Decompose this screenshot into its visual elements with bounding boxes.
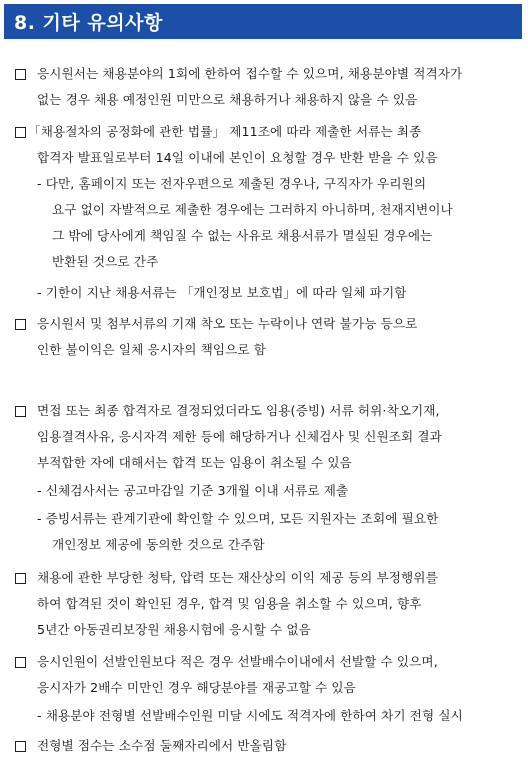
item-4-line-1: 면접 또는 최종 합격자로 결정되었더라도 임용(증빙) 서류 허위·착오기재, [37,403,440,418]
checkbox-bullet [15,406,26,417]
item-4-line-2: 임용결격사유, 응시자격 제한 등에 해당하거나 신체검사 및 신원조회 결과 [37,429,442,444]
checkbox-bullet [15,573,26,584]
item-1-line-2: 없는 경우 채용 예정인원 미만으로 채용하거나 채용하지 않을 수 있음 [37,92,418,107]
subitem-4-line-1: - 증빙서류는 관계기관에 확인할 수 있으며, 모든 지원자는 조회에 필요한 [37,511,439,526]
item-1-line-1: 응시원서는 채용분야의 1회에 한하여 접수할 수 있으며, 채용분야별 적격자가 [37,66,463,81]
subitem-1-line-4: 반환된 것으로 간주 [52,254,159,269]
section-title: 8. 기타 유의사항 [14,12,163,34]
checkbox-bullet [15,741,26,752]
subitem-5-line-1: - 채용분야 전형별 선발배수인원 미달 시에도 적격자에 한하여 차기 전형 실시 [37,708,463,723]
item-5-line-2: 하여 합격된 것이 확인된 경우, 합격 및 임용을 취소할 수 있으며, 향후 [37,596,422,611]
checkbox-bullet [15,319,26,330]
item-6-line-2: 응시자가 2배수 미만인 경우 해당분야를 재공고할 수 있음 [37,680,356,695]
item-5-line-3: 5년간 아동권리보장원 채용시험에 응시할 수 없음 [37,622,311,637]
subitem-2-line-1: - 기한이 지난 채용서류는 「개인정보 보호법」에 따라 일체 파기함 [37,285,407,300]
subitem-1-line-3: 그 밖에 당사에게 책임질 수 없는 사유로 채용서류가 멸실된 경우에는 [52,228,433,243]
item-4-line-3: 부적합한 자에 대해서는 합격 또는 임용이 취소될 수 있음 [37,455,352,470]
item-2-line-2: 합격자 발표일로부터 14일 이내에 본인이 요청할 경우 반환 받을 수 있음 [37,150,438,165]
item-5-line-1: 채용에 관한 부당한 청탁, 압력 또는 재산상의 이익 제공 등의 부정행위를 [37,570,438,585]
item-2-line-1: 「채용절차의 공정화에 관한 법률」 제11조에 따라 제출한 서류는 최종 [28,124,422,139]
subitem-1-line-1: - 다만, 홈페이지 또는 전자우편으로 제출된 경우나, 구직자가 우리원의 [37,176,427,191]
subitem-4-line-2: 개인정보 제공에 동의한 것으로 간주함 [52,537,265,552]
item-3-line-1: 응시원서 및 첨부서류의 기재 착오 또는 누락이나 연락 불가능 등으로 [37,316,418,331]
checkbox-bullet [15,127,26,138]
item-7-line-1: 전형별 점수는 소수점 둘째자리에서 반올림함 [37,738,287,753]
subitem-1-line-2: 요구 없이 자발적으로 제출한 경우에는 그러하지 아니하며, 천재지변이나 [52,202,453,217]
checkbox-bullet [15,657,26,668]
subitem-3-line-1: - 신체검사서는 공고마감일 기준 3개월 이내 서류로 제출 [37,483,349,498]
item-3-line-2: 인한 불이익은 일체 응시자의 책임으로 함 [37,342,267,357]
item-6-line-1: 응시인원이 선발인원보다 적은 경우 선발배수이내에서 선발할 수 있으며, [37,654,438,669]
checkbox-bullet [15,69,26,80]
